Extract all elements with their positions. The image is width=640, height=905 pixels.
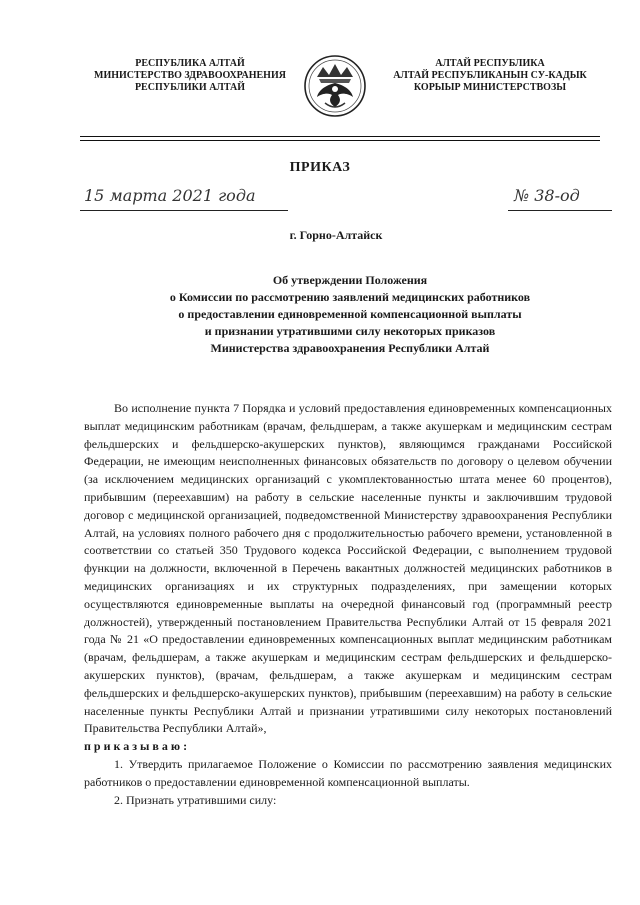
ministry-name-russian [84,58,296,94]
title-line-3: о предоставлении единовременной компенсационной выплаты [178,307,522,321]
title-line-5: Министерства здравоохранения Республики Алтай [210,341,490,355]
item-1-paragraph: 1. Утвердить прилагаемое Положение о Комиссии по рассмотрению заявления медицинских работников о предоставлении единовременной компенсационной выплаты. [84,756,612,789]
document-title [90,272,610,357]
date-underline [80,210,288,211]
title-line-1: Об утверждении Положения [272,273,428,287]
title-line-4: и признании утратившими силу некоторых приказов [204,324,496,338]
ministry-name-altai [384,58,596,94]
header-left-line-1: РЕСПУБЛИКА АЛТАЙ [135,58,245,69]
decree-word: приказываю: [84,739,191,754]
title-line-2: о Комиссии по рассмотрению заявлений медицинских работников [169,290,531,304]
city-line: г. Горно-Алтайск [289,228,383,242]
handwritten-order-number: № 38-од [514,186,580,205]
header-divider-thin [80,140,600,141]
order-title: ПРИКАЗ [289,160,351,175]
handwritten-date: 15 марта 2021 года [84,186,256,205]
number-underline [508,210,612,211]
header-left-line-2: МИНИСТЕРСТВО ЗДРАВООХРАНЕНИЯ [94,70,286,81]
header-right-line-2: АЛТАЙ РЕСПУБЛИКАНЫН СУ-КАДЫК [393,70,587,81]
coat-of-arms-emblem [303,53,367,119]
header-right-line-3: КОРЫЫР МИНИСТЕРСТВОЗЫ [413,82,567,93]
header-left-line-3: РЕСПУБЛИКИ АЛТАЙ [134,82,246,93]
item-2-paragraph: 2. Признать утратившими силу: [114,792,277,807]
document-body [84,400,612,809]
header-right-line-1: АЛТАЙ РЕСПУБЛИКА [435,58,545,69]
header-divider-thick [80,136,600,137]
preamble-paragraph: Во исполнение пункта 7 Порядка и условий предоставления единовременных компенсационных выплат медицинским работникам (врачам, фельдшерам, а также акушеркам и медицинским сестрам фельдшерских и фельдшерско-акушерских пунктов), являющимся гражданами Российской Федерации, не имеющим неисполненных финансовых обязательств по договору о целевом обучении (за исключением медицинских организаций с укомплектованностью штата менее 60 процентов), прибывшим (переехавшим) на работу в сельские населенные пункты и заключившим трудовой договор с медицинской организацией, подведомственной Министерству здравоохранения Республики Алтай, на условиях полного рабочего дня с продолжительностью рабочего времени, установленной в соответствии со статьей 350 Трудового кодекса Российской Федерации, с выполнением трудовой функции на должности, включенной в Перечень вакантных должностей медицинских работников в медицинских организациях и их структурных подразделениях, при замещении которых осуществляются единовременные выплаты на очередной финансовый год (программный реестр должностей), утвержденный постановлением Правительства Республики Алтай от 15 февраля 2021 года № 21 «О предоставлении единовременных компенсационных выплат медицинским работникам (врачам, фельдшерам, а также акушеркам и медицинским сестрам фельдшерских и фельдшерско-акушерских пунктов), (врачам, фельдшерам, а также акушеркам и медицинским сестрам фельдшерских и фельдшерско-акушерских пунктов), прибывшим (переехавшим) на работу в сельские населенные пункты Республики Алтай и признании утратившими силу некоторых постановлений Правительства Республики Алтай», [84,401,612,736]
